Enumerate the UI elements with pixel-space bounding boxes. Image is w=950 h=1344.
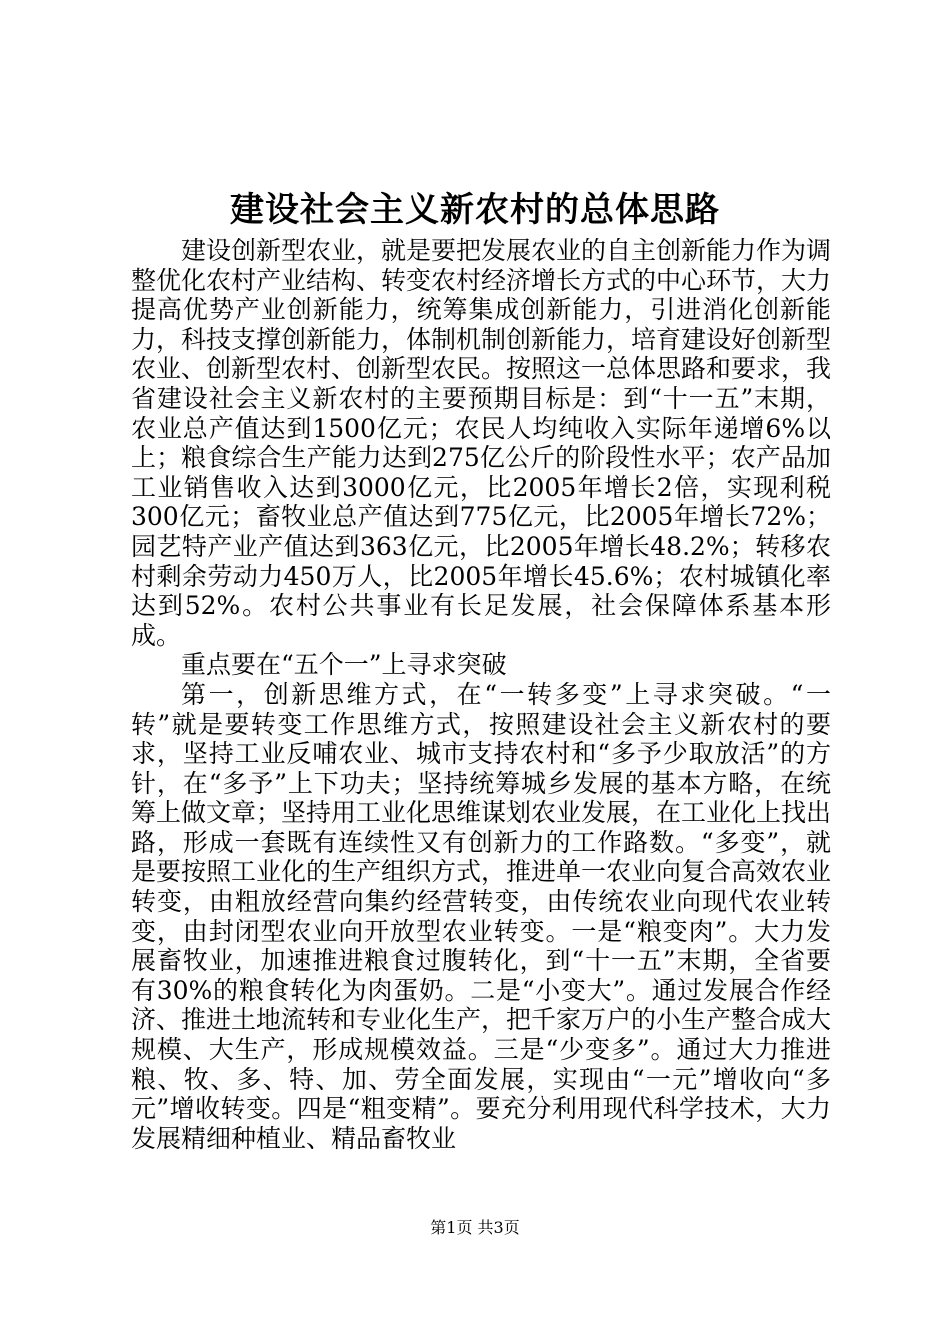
paragraph-overview: 建设创新型农业，就是要把发展农业的自主创新能力作为调整优化农村产业结构、转变农村经济增长方式的中心环节，大力提高优势产业创新能力，统筹集成创新能力，引进消化创新能力，科技支撑创新能力，体制机制创新能力，培育建设好创新型农业、创新型农村、创新型农民。按照这一总体思路和要求，我省建设社会主义新农村的主要预期目标是：到“十一五”末期，农业总产值达到1500亿元；农民人均纯收入实际年递增6%以上；粮食综合生产能力达到275亿公斤的阶段性水平；农产品加工业销售收入达到3000亿元，比2005年增长2倍，实现利税300亿元；畜牧业总产值达到775亿元，比2005年增长72%；园艺特产业产值达到363亿元，比2005年增长48.2%；转移农村剩余劳动力450万人，比2005年增长45.6%；农村城镇化率达到52%。农村公共事业有长足发展，社会保障体系基本形成。 bbox=[131, 236, 832, 650]
paragraph-first-point: 第一，创新思维方式，在“一转多变”上寻求突破。“一转”就是要转变工作思维方式，按照建设社会主义新农村的要求，坚持工业反哺农业、城市支持农村和“多予少取放活”的方针，在“多予”上下功夫；坚持统筹城乡发展的基本方略，在统筹上做文章；坚持用工业化思维谋划农业发展，在工业化上找出路，形成一套既有连续性又有创新力的工作路数。“多变”，就是要按照工业化的生产组织方式，推进单一农业向复合高效农业转变，由粗放经营向集约经营转变，由传统农业向现代农业转变，由封闭型农业向开放型农业转变。一是“粮变肉”。大力发展畜牧业，加速推进粮食过腹转化，到“十一五”末期，全省要有30%的粮食转化为肉蛋奶。二是“小变大”。通过发展合作经济、推进土地流转和专业化生产，把千家万户的小生产整合成大规模、大生产，形成规模效益。三是“少变多”。通过大力推进粮、牧、多、特、加、劳全面发展，实现由“一元”增收向“多元”增收转变。四是“粗变精”。要充分利用现代科学技术，大力发展精细种植业、精品畜牧业 bbox=[131, 679, 832, 1153]
document-title: 建设社会主义新农村的总体思路 bbox=[230, 190, 720, 230]
page-footer: 第1页 共3页 bbox=[430, 1218, 520, 1237]
document-body bbox=[131, 236, 831, 1153]
paragraph-heading-five-breakthroughs: 重点要在“五个一”上寻求突破 bbox=[181, 650, 507, 680]
